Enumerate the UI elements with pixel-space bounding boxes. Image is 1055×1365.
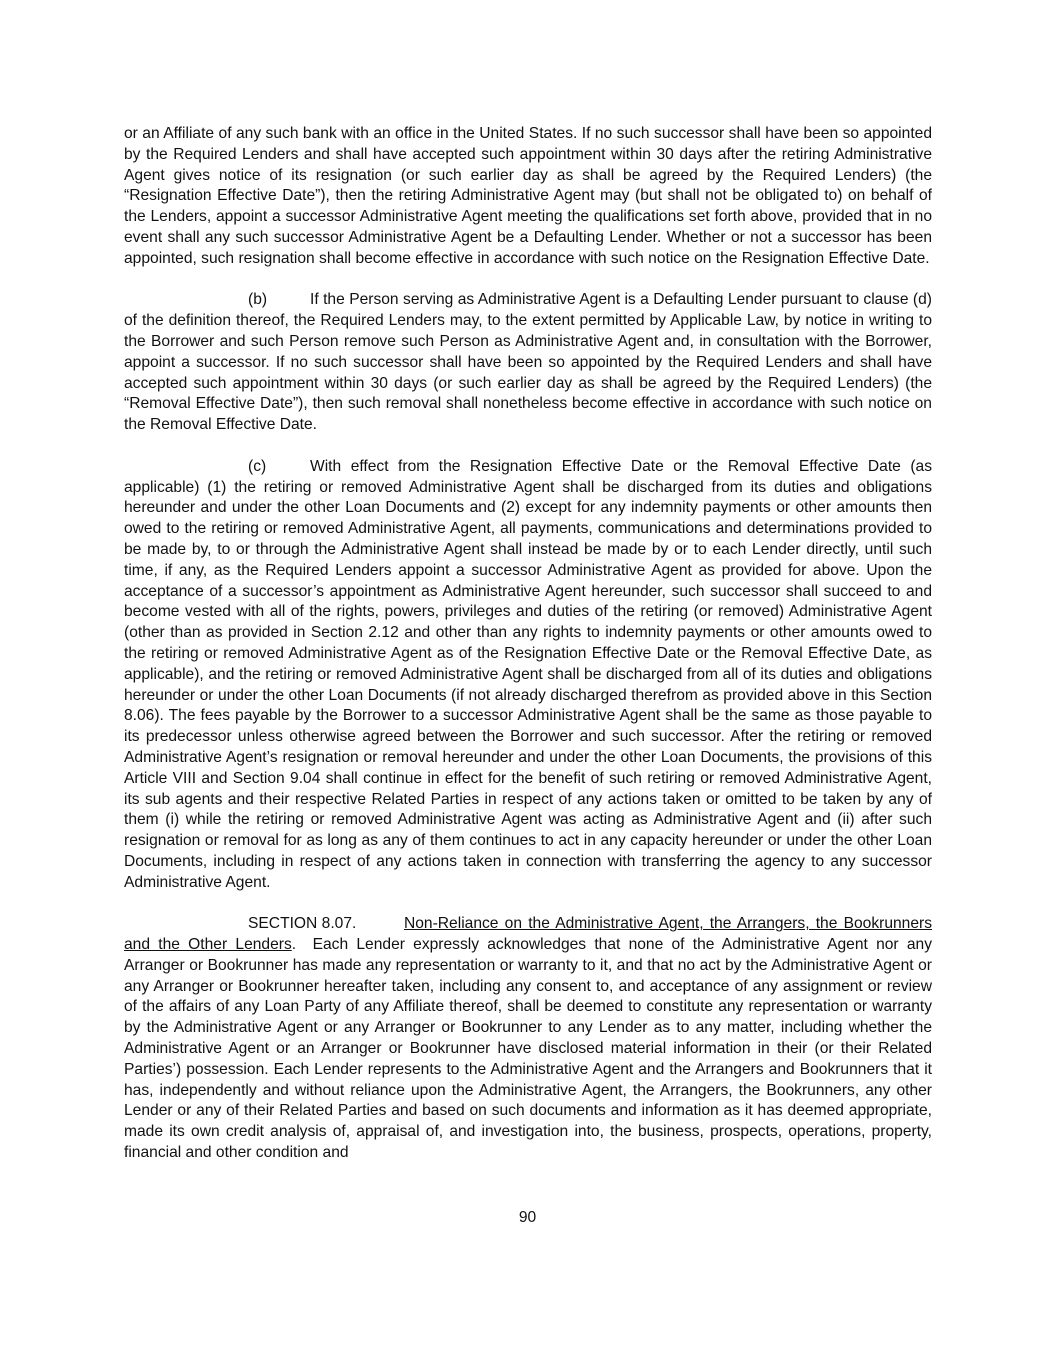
clause-text-c: With effect from the Resignation Effective Date or the Removal Effective Date (as applicable) (1) the retiring or removed Administrative Agent shall be discharged from its duties and obligations hereunder and under the other Loan Documents and (2) except for any indemnity payments or other amounts then owed to the retiring or removed Administrative Agent, all payments, communications and determinations provided to be made by, to or through the Administrative Agent shall instead be made by or to each Lender directly, until such time, if any, as the Required Lenders appoint a successor Administrative Agent as provided for above. Upon the acceptance of a successor’s appointment as Administrative Agent hereunder, such successor shall succeed to and become vested with all of the rights, powers, privileges and duties of the retiring (or removed) Administrative Agent (other than as provided in Section 2.12 and other than any rights to indemnity payments or other amounts owed to the retiring or removed Administrative Agent as of the Resignation Effective Date or the Removal Effective Date, as applicable), and the retiring or removed Administrative Agent shall be discharged from all of its duties and obligations hereunder or under the other Loan Documents (if not already discharged therefrom as provided above in this Section 8.06). The fees payable by the Borrower to a successor Administrative Agent shall be the same as those payable to its predecessor unless otherwise agreed between the Borrower and such successor. After the retiring or removed Administrative Agent’s resignation or removal hereunder and under the other Loan Documents, the provisions of this Article VIII and Section 9.04 shall continue in effect for the benefit of such retiring or removed Administrative Agent, its sub agents and their respective Related Parties in respect of any actions taken or omitted to be taken by any of them (i) while the retiring or removed Administrative Agent was acting as Administrative Agent and (ii) after such resignation or removal for as long as any of them continues to act in any capacity hereunder or under the other Loan Documents, including in respect of any actions taken in connection with transferring the agency to any successor Administrative Agent. <box>124 457 932 891</box>
clause-label-c: (c) <box>248 457 267 475</box>
section-heading-period: . <box>291 936 297 954</box>
clause-label-b: (b) <box>248 291 268 309</box>
page-number: 90 <box>518 1209 537 1226</box>
paragraph-b <box>124 290 932 436</box>
paragraph-continuation: or an Affiliate of any such bank with an office in the United States. If no such successor shall have been so appointed by the Required Lenders and shall have accepted such appointment within 30 days after the retiring Administrative Agent gives notice of its resignation (or such earlier day as shall be agreed by the Required Lenders) (the “Resignation Effective Date”), then the retiring Administrative Agent may (but shall not be obligated to) on behalf of the Lenders, appoint a successor Administrative Agent meeting the qualifications set forth above, provided that in no event shall any such successor Administrative Agent be a Defaulting Lender. Whether or not a successor has been appointed, such resignation shall become effective in accordance with such notice on the Resignation Effective Date. <box>124 125 932 267</box>
document-page <box>124 124 932 1164</box>
paragraph-c <box>124 457 932 894</box>
section-number: SECTION 8.07. <box>248 915 357 933</box>
section-heading: Non-Reliance on the Administrative Agent, the Arrangers, the Bookrunners and the Other Lenders <box>124 915 932 954</box>
section-8-07 <box>124 914 932 1164</box>
clause-text-b: If the Person serving as Administrative Agent is a Defaulting Lender pursuant to clause (d) of the definition thereof, the Required Lenders may, to the extent permitted by Applicable Law, by notice in writing to the Borrower and such Person remove such Person as Administrative Agent and, in consultation with the Borrower, appoint a successor. If no such successor shall have been so appointed by the Required Lenders and shall have accepted such appointment within 30 days (or such earlier day as shall be agreed by the Required Lenders) (the “Removal Effective Date”), then such removal shall nonetheless become effective in accordance with such notice on the Removal Effective Date. <box>124 291 932 434</box>
section-text: Each Lender expressly acknowledges that none of the Administrative Agent nor any Arranger or Bookrunner has made any representation or warranty to it, and that no act by the Administrative Agent or any Arranger or Bookrunner hereafter taken, including any consent to, and acceptance of any assignment or review of the affairs of any Loan Party of any Affiliate thereof, shall be deemed to constitute any representation or warranty by the Administrative Agent or any Arranger or Bookrunner to any Lender as to any matter, including whether the Administrative Agent or an Arranger or Bookrunner have disclosed material information in their (or their Related Parties’) possession. Each Lender represents to the Administrative Agent and the Arrangers and Bookrunners that it has, independently and without reliance upon the Administrative Agent, the Arrangers, the Bookrunners, any other Lender or any of their Related Parties and based on such documents and information as it has deemed appropriate, made its own credit analysis of, appraisal of, and investigation into, the business, prospects, operations, property, financial and other condition and <box>124 936 932 1162</box>
